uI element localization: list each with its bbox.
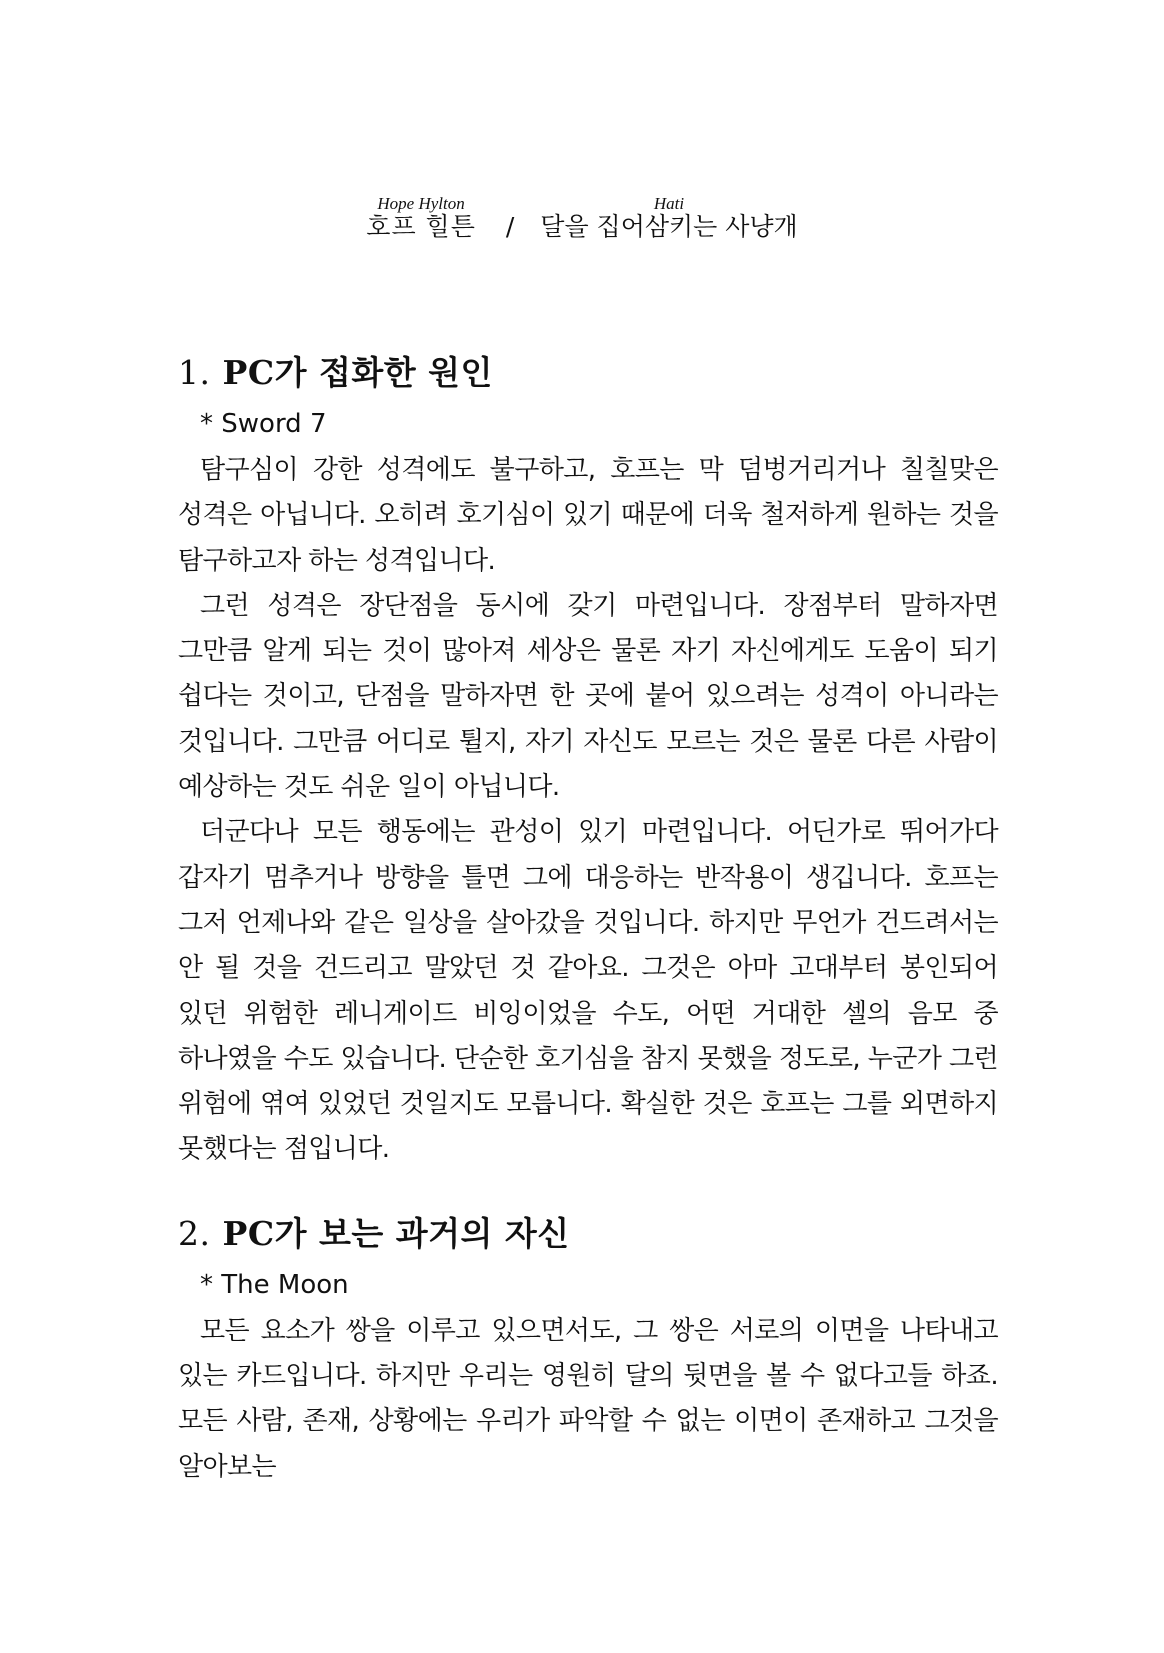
- hati-title: [540, 194, 798, 241]
- section-title-text: PC가 접화한 원인: [222, 353, 493, 392]
- section-2: [178, 1211, 998, 1490]
- hati-korean: 달을 집어삼키는 사냥개: [540, 212, 798, 241]
- paragraph: 모든 요소가 쌍을 이루고 있으면서도, 그 쌍은 서로의 이면을 나타내고 있는 카드입니다. 하지만 우리는 영원히 달의 뒷면을 볼 수 없다고들 하죠. 모든 사람, 존재, 상황에는 우리가 파악할 수 없는 이면이 존재하고 그것을 알아보는: [178, 1315, 998, 1482]
- card-label: * Sword 7: [200, 409, 327, 439]
- document-header: [0, 196, 1164, 239]
- hati-ruby: Hati: [540, 194, 798, 213]
- section-1: [178, 350, 998, 1173]
- author-ruby: Hope Hylton: [366, 194, 476, 213]
- paragraph: 탐구심이 강한 성격에도 불구하고, 호프는 막 덤벙거리거나 칠칠맞은 성격은 아닙니다. 오히려 호기심이 있기 때문에 더욱 철저하게 원하는 것을 탐구하고자 하는 성격입니다.: [178, 455, 998, 576]
- author-name: [366, 194, 476, 241]
- card-label: * The Moon: [200, 1269, 349, 1300]
- section-number: 2.: [178, 1213, 211, 1253]
- section-number: 1.: [178, 353, 211, 392]
- section-title-text: PC가 보는 과거의 자신: [222, 1213, 570, 1253]
- paragraph: 그런 성격은 장단점을 동시에 갖기 마련입니다. 장점부터 말하자면 그만큼 알게 되는 것이 많아져 세상은 물론 자기 자신에게도 도움이 되기 쉽다는 것이고, 단점을 말하자면 한 곳에 붙어 있으려는 성격이 아니라는 것입니다. 그만큼 어디로 튈지, 자기 자신도 모르는 것은 물론 다른 사람이 예상하는 것도 쉬운 일이 아닙니다.: [178, 590, 998, 803]
- section-heading: [178, 350, 998, 396]
- document-body: [178, 350, 998, 1490]
- header-separator: /: [505, 212, 515, 241]
- paragraph: 더군다나 모든 행동에는 관성이 있기 마련입니다. 어딘가로 뛰어가다 갑자기 멈추거나 방향을 틀면 그에 대응하는 반작용이 생깁니다. 호프는 그저 언제나와 같은 일상을 살아갔을 것입니다. 하지만 무언가 건드려서는 안 될 것을 건드리고 말았던 것 같아요. 그것은 아마 고대부터 봉인되어 있던 위험한 레니게이드 비잉이었을 수도, 어떤 거대한 셀의 음모 중 하나였을 수도 있습니다. 단순한 호기심을 참지 못했을 정도로, 누군가 그런 위험에 엮여 있었던 것일지도 모릅니다. 확실한 것은 호프는 그를 외면하지 못했다는 점입니다.: [178, 817, 998, 1165]
- section-heading: [178, 1211, 998, 1257]
- author-korean: 호프 힐튼: [366, 212, 476, 241]
